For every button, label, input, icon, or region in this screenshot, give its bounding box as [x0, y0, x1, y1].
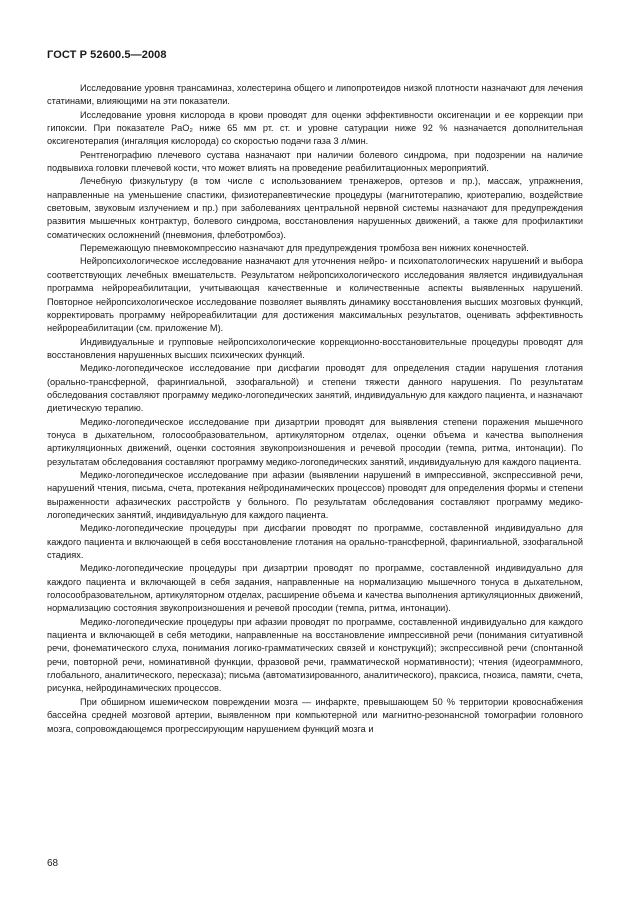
paragraph: Медико-логопедическое исследование при дисфагии проводят для определения стадии нарушения глотания (орально-трансферной, фарингиальной, эзофагальной) и степени тяжести данного нарушения. По результатам обследования составляют программу медико-логопедических занятий, индивидуальную для каждого пациента, и назначают диетическую терапию.: [47, 363, 583, 414]
paragraph: Индивидуальные и групповые нейропсихологические коррекционно-восстановительные процедуры проводят для восстановления нарушенных высших психических функций.: [47, 336, 583, 360]
standard-number: ГОСТ Р 52600.5—2008: [47, 49, 167, 61]
paragraph: Медико-логопедическое исследование при дизартрии проводят для выявления степени поражения мышечного тонуса в дыхательном, голосообразовательном, артикуляторном отделах, оценки объема и качества выполнения артикуляционных движений, оценки состояния звукопроизношения и речевой просодии (темпа, ритма, интонации). По результатам обследования составляют программу медико-логопедических занятий, индивидуальную для каждого пациента.: [47, 416, 583, 467]
page-number: 68: [47, 858, 59, 869]
paragraph: При обширном ишемическом повреждении мозга — инфаркте, превышающем 50 % территории кровоснабжения бассейна средней мозговой артерии, выявленном при компьютерной или магнитно-резонансной томографии головного мозга, сопровождающемся прогрессирующим нарушением функций мозга и: [47, 696, 583, 734]
paragraph: Исследование уровня трансаминаз, холестерина общего и липопротеидов низкой плотности назначают для лечения статинами, влияющими на эти показатели.: [47, 83, 583, 107]
paragraph: Исследование уровня кислорода в крови проводят для оценки эффективности оксигенации и ее коррекции при гипоксии. При показателе PaO₂ ниже 65 мм рт. ст. и уровне сатурации ниже 92 % назначается дополнительная оксигенотерапия (ингаляция кислорода) со скоростью подачи газа 3 л/мин.: [47, 109, 583, 147]
paragraph: Медико-логопедическое исследование при афазии (выявлении нарушений в импрессивной, экспрессивной речи, нарушений чтения, письма, счета, протекания нейродинамических процессов) проводят для определения формы и степени выраженности афазических расстройств у больного. По результатам обследования составляют программу медико-логопедических занятий, индивидуальную для каждого пациента.: [47, 469, 583, 520]
paragraph: Медико-логопедические процедуры при дисфагии проводят по программе, составленной индивидуально для каждого пациента и включающей в себя восстановление глотания на орально-трансферной, фарингиальной, эзофагальной стадиях.: [47, 523, 583, 561]
paragraph: Медико-логопедические процедуры при афазии проводят по программе, составленной индивидуально для каждого пациента и включающей в себя методики, направленные на восстановление импрессивной речи (понимания ситуативной речи, фонематического слуха, понимания логико-грамматических связей и конструкций); экспрессивной речи (спонтанной речи, повторной речи, номинативной функции, фразовой речи, грамматической нормативности); чтения (идеограммного, глобального, аналитического, пересказа); письма (автоматизированного, аналитического), праксиса, гнозиса, памяти, счета, рисунка, нейродинамических процессов.: [47, 616, 583, 694]
paragraph: Рентгенографию плечевого сустава назначают при наличии болевого синдрома, при подозрении на наличие подвывиха головки плечевой кости, что может влиять на проведение реабилитационных мероприятий.: [47, 149, 583, 174]
paragraph: Нейропсихологическое исследование назначают для уточнения нейро- и психопатологических нарушений и выбора соответствующих лечебных вмешательств. Результатом нейропсихологического исследования является индивидуальная программа нейрореабилитации, учитывающая качественные и количественные аспекты выявленных нарушений. Повторное нейропсихологическое исследование позволяет выявлять динамику восстановления высших мозговых функций, корректировать программу нейрореабилитации для достижения максимальных результатов, оценивать эффективность нейрореабилитации (см. приложение М).: [47, 256, 583, 334]
body-text: [47, 82, 583, 736]
paragraph: Медико-логопедические процедуры при дизартрии проводят по программе, составленной индивидуально для каждого пациента и включающей в себя задания, направленные на нормализацию мышечного тонуса в дыхательном, голосообразовательном, артикуляторном отделах, расширение объема и качества выполнения артикуляционных движений, нормализацию состояния звукопроизношения и речевой просодии (темпа, ритма, интонации).: [47, 563, 583, 614]
paragraph: Лечебную физкультуру (в том числе с использованием тренажеров, ортезов и пр.), массаж, упражнения, направленные на уменьшение спастики, физиотерапевтические процедуры (магнитотерапию, криотерапию, воздействие световым, звуковым излучением и пр.) при заболеваниях центральной нервной системы назначают для предупреждения развития мышечных контрактур, болевого синдрома, восстановления нарушенных движений, а также для профилактики соматических осложнений (пневмония, флеботромбоз).: [47, 176, 583, 240]
paragraph: Перемежающую пневмокомпрессию назначают для предупреждения тромбоза вен нижних конечностей.: [80, 243, 529, 254]
